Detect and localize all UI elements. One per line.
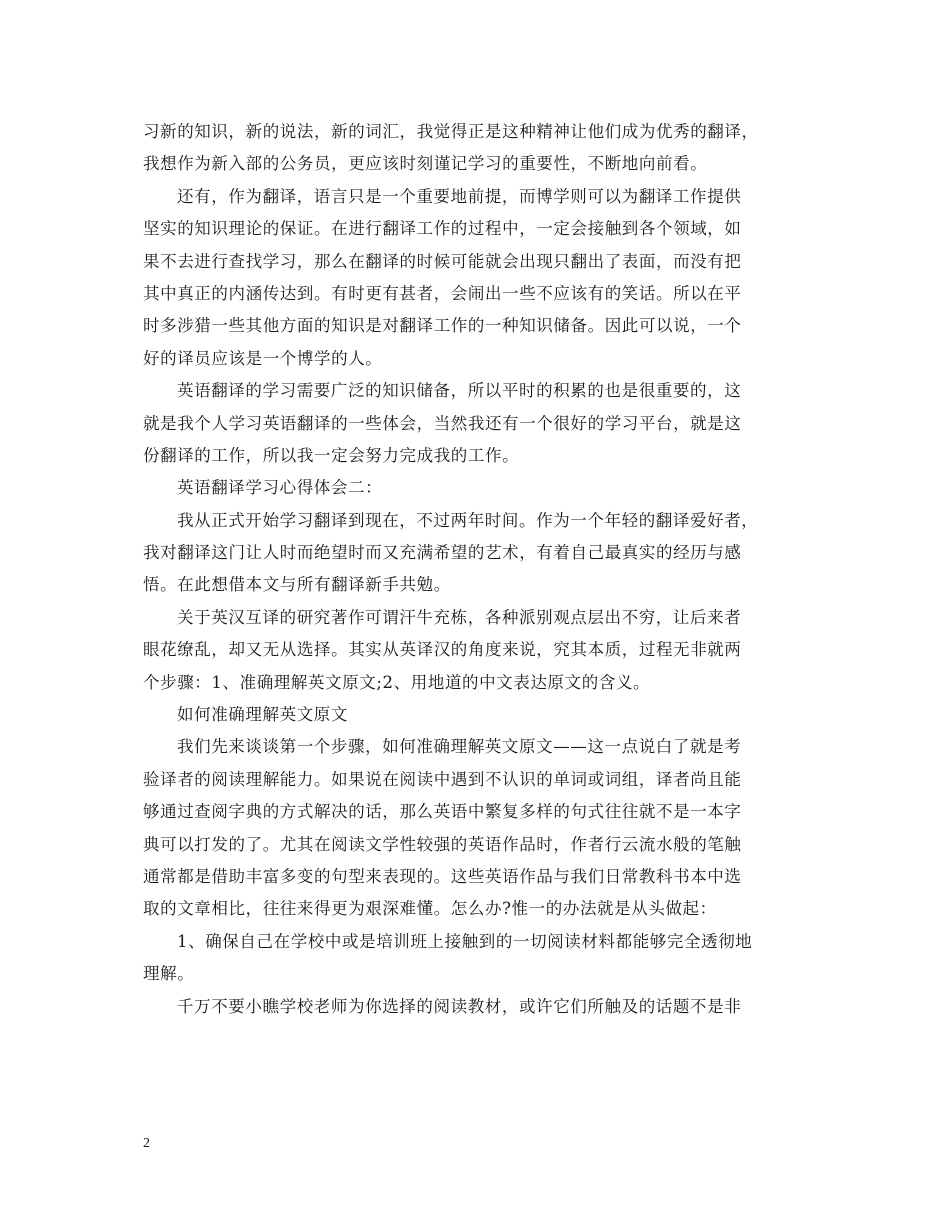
text-line: 千万不要小瞧学校老师为你选择的阅读教材，或许它们所触及的话题不是非 xyxy=(177,996,742,1016)
text-line: 果不去进行查找学习，那么在翻译的时候可能就会出现只翻出了表面，而没有把 xyxy=(143,251,742,271)
text-line: 英语翻译学习心得体会二： xyxy=(177,478,383,498)
text-line: 我们先来谈谈第一个步骤，如何准确理解英文原文——这一点说白了就是考 xyxy=(177,737,742,757)
text-line: 坚实的知识理论的保证。在进行翻译工作的过程中，一定会接触到各个领域，如 xyxy=(143,219,742,239)
text-line: 如何准确理解英文原文 xyxy=(177,705,348,725)
text-line: 个步骤：1、准确理解英文原文;2、用地道的中文表达原文的含义。 xyxy=(143,672,651,692)
text-line: 英语翻译的学习需要广泛的知识储备，所以平时的积累的也是很重要的，这 xyxy=(177,381,742,401)
text-line: 1、确保自己在学校中或是培训班上接触到的一切阅读材料都能够完全透彻地 xyxy=(177,931,753,951)
text-line: 验译者的阅读理解能力。如果说在阅读中遇到不认识的单词或词组，译者尚且能 xyxy=(143,769,742,789)
text-line: 取的文章相比，往往来得更为艰深难懂。怎么办?惟一的办法就是从头做起： xyxy=(143,899,717,919)
text-line: 我从正式开始学习翻译到现在，不过两年时间。作为一个年轻的翻译爱好者， xyxy=(177,510,759,530)
text-line: 我想作为新入部的公务员，更应该时刻谨记学习的重要性，不断地向前看。 xyxy=(143,154,708,174)
text-line: 还有，作为翻译，语言只是一个重要地前提，而博学则可以为翻译工作提供 xyxy=(177,186,742,206)
document-body xyxy=(143,116,815,1023)
text-line: 时多涉猎一些其他方面的知识是对翻译工作的一种知识储备。因此可以说，一个 xyxy=(143,316,742,336)
text-line: 通常都是借助丰富多变的句型来表现的。这些英语作品与我们日常教科书本中选 xyxy=(143,866,742,886)
text-line: 够通过查阅字典的方式解决的话，那么英语中繁复多样的句式往往就不是一本字 xyxy=(143,802,742,822)
text-line: 眼花缭乱，却又无从选择。其实从英译汉的角度来说，究其本质，过程无非就两 xyxy=(143,640,742,660)
text-line: 理解。 xyxy=(143,964,195,984)
text-line: 就是我个人学习英语翻译的一些体会，当然我还有一个很好的学习平台，就是这 xyxy=(143,413,742,433)
text-line: 好的译员应该是一个博学的人。 xyxy=(143,348,383,368)
page-number: 2 xyxy=(143,1136,150,1151)
text-line: 关于英汉互译的研究著作可谓汗牛充栋，各种派别观点层出不穷，让后来者 xyxy=(177,607,742,627)
text-line: 典可以打发的了。尤其在阅读文学性较强的英语作品时，作者行云流水般的笔触 xyxy=(143,834,742,854)
text-line: 份翻译的工作，所以我一定会努力完成我的工作。 xyxy=(143,445,520,465)
text-line: 习新的知识，新的说法，新的词汇，我觉得正是这种精神让他们成为优秀的翻译， xyxy=(143,122,759,141)
text-line: 悟。在此想借本文与所有翻译新手共勉。 xyxy=(143,575,451,595)
text-line: 其中真正的内涵传达到。有时更有甚者，会闹出一些不应该有的笑话。所以在平 xyxy=(143,283,742,303)
text-line: 我对翻译这门让人时而绝望时而又充满希望的艺术，有着自己最真实的经历与感 xyxy=(143,543,742,563)
